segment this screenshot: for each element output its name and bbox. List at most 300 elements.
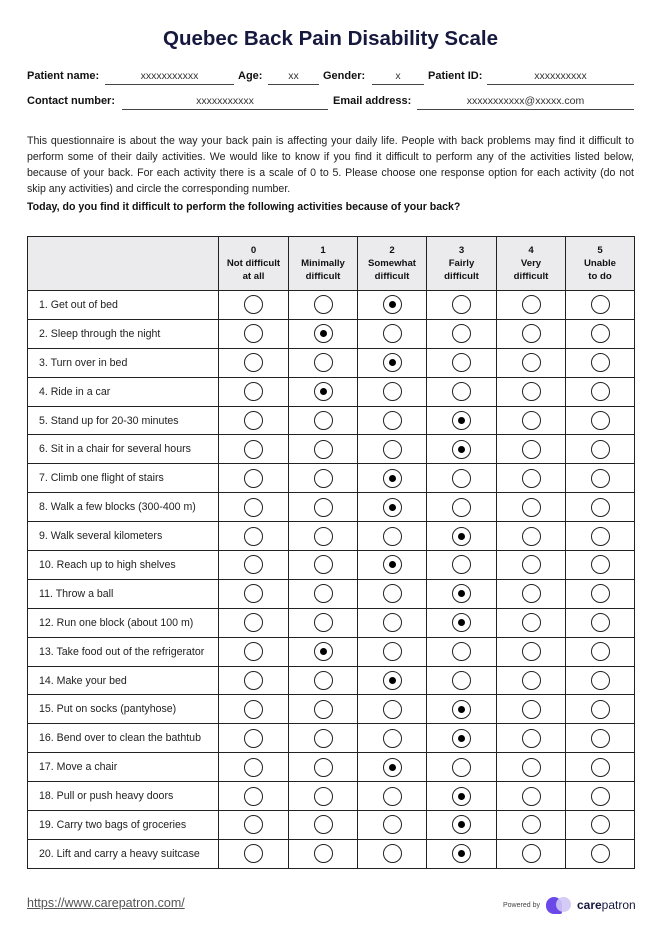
disability-scale-table	[27, 236, 635, 869]
score-radio-4[interactable]	[522, 700, 541, 719]
option-cell-0	[219, 782, 289, 811]
option-cell-3	[427, 464, 497, 493]
table-row	[28, 406, 635, 435]
patient-name-field[interactable]: xxxxxxxxxxx	[105, 70, 234, 85]
option-cell-0	[219, 319, 289, 348]
option-cell-4	[497, 464, 566, 493]
score-radio-2[interactable]	[383, 729, 402, 748]
score-radio-2[interactable]	[383, 642, 402, 661]
score-radio-2[interactable]	[383, 815, 402, 834]
score-radio-4[interactable]	[522, 324, 541, 343]
option-cell-5	[566, 406, 635, 435]
activity-label: 10. Reach up to high shelves	[28, 551, 219, 580]
option-cell-4	[497, 666, 566, 695]
score-radio-5[interactable]	[591, 382, 610, 401]
score-radio-3[interactable]	[452, 642, 471, 661]
score-radio-4[interactable]	[522, 295, 541, 314]
table-row	[28, 319, 635, 348]
activity-label: 4. Ride in a car	[28, 377, 219, 406]
score-radio-5[interactable]	[591, 411, 610, 430]
activity-label: 18. Pull or push heavy doors	[28, 782, 219, 811]
option-cell-2	[358, 637, 427, 666]
option-cell-2	[358, 839, 427, 868]
score-radio-3[interactable]	[452, 613, 471, 632]
score-radio-5[interactable]	[591, 758, 610, 777]
score-radio-1[interactable]	[314, 758, 333, 777]
option-cell-1	[289, 753, 358, 782]
powered-by-label: Powered by	[503, 901, 540, 909]
score-radio-3[interactable]	[452, 844, 471, 863]
option-cell-3	[427, 579, 497, 608]
score-radio-4[interactable]	[522, 353, 541, 372]
option-cell-2	[358, 695, 427, 724]
option-cell-2	[358, 435, 427, 464]
option-cell-5	[566, 493, 635, 522]
option-cell-3	[427, 377, 497, 406]
score-radio-0[interactable]	[244, 729, 263, 748]
option-cell-0	[219, 348, 289, 377]
option-cell-1	[289, 319, 358, 348]
score-radio-3[interactable]	[452, 787, 471, 806]
option-cell-2	[358, 579, 427, 608]
activity-label: 13. Take food out of the refrigerator	[28, 637, 219, 666]
option-cell-3	[427, 724, 497, 753]
option-cell-2	[358, 551, 427, 580]
option-cell-1	[289, 637, 358, 666]
score-radio-3[interactable]	[452, 555, 471, 574]
option-cell-0	[219, 695, 289, 724]
table-row	[28, 551, 635, 580]
activity-label: 16. Bend over to clean the bathtub	[28, 724, 219, 753]
option-cell-2	[358, 522, 427, 551]
score-radio-2[interactable]	[383, 555, 402, 574]
option-cell-1	[289, 377, 358, 406]
score-radio-0[interactable]	[244, 440, 263, 459]
option-cell-1	[289, 551, 358, 580]
score-radio-5[interactable]	[591, 440, 610, 459]
score-radio-1[interactable]	[314, 498, 333, 517]
option-cell-1	[289, 522, 358, 551]
score-radio-3[interactable]	[452, 382, 471, 401]
score-radio-3[interactable]	[452, 584, 471, 603]
activity-label: 12. Run one block (about 100 m)	[28, 608, 219, 637]
score-radio-1[interactable]	[314, 642, 333, 661]
score-radio-1[interactable]	[314, 844, 333, 863]
activity-label: 11. Throw a ball	[28, 579, 219, 608]
option-cell-3	[427, 348, 497, 377]
score-radio-5[interactable]	[591, 729, 610, 748]
carepatron-logo-icon	[546, 896, 572, 914]
activity-label: 19. Carry two bags of groceries	[28, 811, 219, 840]
option-cell-4	[497, 522, 566, 551]
score-radio-4[interactable]	[522, 787, 541, 806]
score-radio-2[interactable]	[383, 613, 402, 632]
table-row	[28, 608, 635, 637]
option-cell-5	[566, 811, 635, 840]
option-cell-5	[566, 435, 635, 464]
score-radio-1[interactable]	[314, 584, 333, 603]
score-radio-2[interactable]	[383, 440, 402, 459]
carepatron-website-link[interactable]: https://www.carepatron.com/	[27, 896, 185, 910]
score-radio-4[interactable]	[522, 642, 541, 661]
gender-label: Gender:	[323, 70, 366, 82]
score-radio-0[interactable]	[244, 382, 263, 401]
option-cell-3	[427, 782, 497, 811]
table-row	[28, 522, 635, 551]
option-cell-1	[289, 406, 358, 435]
score-radio-2[interactable]	[383, 353, 402, 372]
option-cell-2	[358, 464, 427, 493]
score-radio-2[interactable]	[383, 671, 402, 690]
option-cell-4	[497, 695, 566, 724]
score-radio-0[interactable]	[244, 844, 263, 863]
score-radio-3[interactable]	[452, 353, 471, 372]
contact-number-label: Contact number:	[27, 95, 115, 107]
score-radio-2[interactable]	[383, 382, 402, 401]
option-cell-5	[566, 839, 635, 868]
email-address-field[interactable]: xxxxxxxxxxx@xxxxx.com	[417, 95, 634, 110]
activity-label: 8. Walk a few blocks (300-400 m)	[28, 493, 219, 522]
score-radio-0[interactable]	[244, 498, 263, 517]
option-cell-5	[566, 377, 635, 406]
activity-label: 1. Get out of bed	[28, 291, 219, 320]
email-address-label: Email address:	[333, 95, 412, 107]
option-cell-2	[358, 406, 427, 435]
option-cell-4	[497, 319, 566, 348]
score-radio-4[interactable]	[522, 527, 541, 546]
table-row	[28, 666, 635, 695]
activity-label: 6. Sit in a chair for several hours	[28, 435, 219, 464]
option-cell-2	[358, 811, 427, 840]
score-radio-1[interactable]	[314, 815, 333, 834]
option-cell-5	[566, 753, 635, 782]
option-cell-3	[427, 291, 497, 320]
option-cell-3	[427, 839, 497, 868]
score-radio-5[interactable]	[591, 815, 610, 834]
table-header-row	[28, 237, 635, 291]
scale-header-2: 2 Somewhat difficult	[358, 237, 427, 291]
score-radio-5[interactable]	[591, 555, 610, 574]
score-radio-3[interactable]	[452, 729, 471, 748]
option-cell-2	[358, 493, 427, 522]
option-cell-0	[219, 377, 289, 406]
option-cell-1	[289, 608, 358, 637]
option-cell-1	[289, 435, 358, 464]
option-cell-2	[358, 666, 427, 695]
score-radio-0[interactable]	[244, 353, 263, 372]
option-cell-4	[497, 637, 566, 666]
option-cell-5	[566, 348, 635, 377]
option-cell-3	[427, 551, 497, 580]
score-radio-3[interactable]	[452, 324, 471, 343]
score-radio-2[interactable]	[383, 411, 402, 430]
score-radio-0[interactable]	[244, 527, 263, 546]
activity-label: 14. Make your bed	[28, 666, 219, 695]
score-radio-5[interactable]	[591, 642, 610, 661]
score-radio-0[interactable]	[244, 758, 263, 777]
option-cell-1	[289, 695, 358, 724]
option-cell-4	[497, 406, 566, 435]
score-radio-5[interactable]	[591, 584, 610, 603]
option-cell-4	[497, 291, 566, 320]
activity-label: 3. Turn over in bed	[28, 348, 219, 377]
option-cell-4	[497, 782, 566, 811]
option-cell-0	[219, 493, 289, 522]
score-radio-4[interactable]	[522, 758, 541, 777]
patient-info-row-2	[27, 95, 634, 111]
option-cell-4	[497, 377, 566, 406]
score-radio-1[interactable]	[314, 613, 333, 632]
age-label: Age:	[238, 70, 263, 82]
activity-label: 2. Sleep through the night	[28, 319, 219, 348]
score-radio-1[interactable]	[314, 353, 333, 372]
option-cell-2	[358, 348, 427, 377]
option-cell-4	[497, 811, 566, 840]
score-radio-2[interactable]	[383, 844, 402, 863]
table-row	[28, 839, 635, 868]
score-radio-2[interactable]	[383, 787, 402, 806]
score-radio-4[interactable]	[522, 671, 541, 690]
activity-label: 9. Walk several kilometers	[28, 522, 219, 551]
score-radio-0[interactable]	[244, 671, 263, 690]
score-radio-5[interactable]	[591, 671, 610, 690]
intro-paragraph: This questionnaire is about the way your back pain is affecting your daily life. People with back problems may find it difficult to perform some of their daily activities. We would like to know if you find it difficult to perform any of the activities listed below, because of your back. For each activity there is a scale of 0 to 5. Please choose one response option for each activity (do not skip any activities) and circle the corresponding number.	[27, 135, 634, 195]
option-cell-0	[219, 522, 289, 551]
option-cell-0	[219, 753, 289, 782]
option-cell-0	[219, 666, 289, 695]
score-radio-3[interactable]	[452, 469, 471, 488]
option-cell-4	[497, 435, 566, 464]
table-row	[28, 724, 635, 753]
option-cell-1	[289, 464, 358, 493]
score-radio-5[interactable]	[591, 353, 610, 372]
option-cell-1	[289, 839, 358, 868]
score-radio-2[interactable]	[383, 469, 402, 488]
option-cell-1	[289, 811, 358, 840]
score-radio-1[interactable]	[314, 324, 333, 343]
score-radio-3[interactable]	[452, 498, 471, 517]
score-radio-4[interactable]	[522, 815, 541, 834]
option-cell-3	[427, 608, 497, 637]
option-cell-3	[427, 406, 497, 435]
activity-label: 7. Climb one flight of stairs	[28, 464, 219, 493]
table-row	[28, 637, 635, 666]
option-cell-3	[427, 493, 497, 522]
question-prompt: Today, do you find it difficult to perform the following activities because of your back?	[27, 201, 461, 213]
score-radio-3[interactable]	[452, 527, 471, 546]
score-radio-5[interactable]	[591, 295, 610, 314]
option-cell-3	[427, 695, 497, 724]
option-cell-5	[566, 579, 635, 608]
score-radio-5[interactable]	[591, 498, 610, 517]
table-row	[28, 493, 635, 522]
option-cell-2	[358, 377, 427, 406]
score-radio-1[interactable]	[314, 469, 333, 488]
score-radio-4[interactable]	[522, 469, 541, 488]
option-cell-4	[497, 724, 566, 753]
score-radio-5[interactable]	[591, 844, 610, 863]
score-radio-3[interactable]	[452, 671, 471, 690]
option-cell-3	[427, 666, 497, 695]
score-radio-3[interactable]	[452, 700, 471, 719]
age-field[interactable]: xx	[268, 70, 319, 85]
score-radio-4[interactable]	[522, 613, 541, 632]
score-radio-2[interactable]	[383, 498, 402, 517]
score-radio-0[interactable]	[244, 613, 263, 632]
activity-column-header	[28, 237, 219, 291]
option-cell-5	[566, 608, 635, 637]
score-radio-4[interactable]	[522, 584, 541, 603]
score-radio-1[interactable]	[314, 295, 333, 314]
score-radio-0[interactable]	[244, 815, 263, 834]
option-cell-0	[219, 579, 289, 608]
patient-name-label: Patient name:	[27, 70, 100, 82]
activity-rows	[28, 291, 635, 869]
score-radio-4[interactable]	[522, 729, 541, 748]
option-cell-3	[427, 319, 497, 348]
option-cell-2	[358, 291, 427, 320]
score-radio-5[interactable]	[591, 613, 610, 632]
option-cell-4	[497, 608, 566, 637]
option-cell-2	[358, 724, 427, 753]
option-cell-5	[566, 724, 635, 753]
scale-header-4: 4 Very difficult	[497, 237, 566, 291]
scale-header-1: 1 Minimally difficult	[289, 237, 358, 291]
option-cell-0	[219, 406, 289, 435]
score-radio-2[interactable]	[383, 527, 402, 546]
table-row	[28, 348, 635, 377]
option-cell-4	[497, 839, 566, 868]
option-cell-1	[289, 348, 358, 377]
score-radio-1[interactable]	[314, 382, 333, 401]
score-radio-0[interactable]	[244, 324, 263, 343]
gender-field[interactable]: x	[372, 70, 424, 85]
score-radio-4[interactable]	[522, 411, 541, 430]
score-radio-3[interactable]	[452, 440, 471, 459]
option-cell-5	[566, 551, 635, 580]
score-radio-1[interactable]	[314, 440, 333, 459]
option-cell-0	[219, 464, 289, 493]
option-cell-3	[427, 522, 497, 551]
score-radio-4[interactable]	[522, 382, 541, 401]
table-row	[28, 291, 635, 320]
scale-header-3: 3 Fairly difficult	[427, 237, 497, 291]
option-cell-0	[219, 435, 289, 464]
score-radio-1[interactable]	[314, 527, 333, 546]
option-cell-2	[358, 753, 427, 782]
activity-label: 15. Put on socks (pantyhose)	[28, 695, 219, 724]
option-cell-4	[497, 551, 566, 580]
score-radio-0[interactable]	[244, 642, 263, 661]
table-row	[28, 464, 635, 493]
option-cell-4	[497, 753, 566, 782]
score-radio-5[interactable]	[591, 527, 610, 546]
option-cell-5	[566, 291, 635, 320]
score-radio-1[interactable]	[314, 729, 333, 748]
option-cell-0	[219, 811, 289, 840]
score-radio-3[interactable]	[452, 758, 471, 777]
activity-label: 5. Stand up for 20-30 minutes	[28, 406, 219, 435]
patient-id-label: Patient ID:	[428, 70, 483, 82]
score-radio-1[interactable]	[314, 671, 333, 690]
option-cell-1	[289, 291, 358, 320]
score-radio-5[interactable]	[591, 324, 610, 343]
scale-header-5: 5 Unable to do	[566, 237, 635, 291]
option-cell-5	[566, 695, 635, 724]
score-radio-4[interactable]	[522, 440, 541, 459]
option-cell-5	[566, 522, 635, 551]
activity-label: 20. Lift and carry a heavy suitcase	[28, 839, 219, 868]
table-row	[28, 579, 635, 608]
scale-header-0: 0 Not difficult at all	[219, 237, 289, 291]
option-cell-2	[358, 782, 427, 811]
option-cell-5	[566, 782, 635, 811]
score-radio-1[interactable]	[314, 555, 333, 574]
score-radio-0[interactable]	[244, 411, 263, 430]
score-radio-2[interactable]	[383, 700, 402, 719]
score-radio-4[interactable]	[522, 498, 541, 517]
score-radio-5[interactable]	[591, 469, 610, 488]
score-radio-1[interactable]	[314, 700, 333, 719]
option-cell-1	[289, 724, 358, 753]
patient-id-field[interactable]: xxxxxxxxxx	[487, 70, 634, 85]
score-radio-2[interactable]	[383, 295, 402, 314]
option-cell-0	[219, 551, 289, 580]
score-radio-1[interactable]	[314, 787, 333, 806]
option-cell-0	[219, 637, 289, 666]
patient-info-row-1	[27, 70, 634, 86]
option-cell-1	[289, 782, 358, 811]
page-title: Quebec Back Pain Disability Scale	[163, 27, 498, 50]
score-radio-0[interactable]	[244, 700, 263, 719]
score-radio-0[interactable]	[244, 584, 263, 603]
score-radio-0[interactable]	[244, 295, 263, 314]
score-radio-4[interactable]	[522, 844, 541, 863]
score-radio-3[interactable]	[452, 815, 471, 834]
score-radio-3[interactable]	[452, 411, 471, 430]
table-row	[28, 435, 635, 464]
option-cell-3	[427, 753, 497, 782]
carepatron-brand-name: carepatron	[576, 898, 636, 912]
option-cell-1	[289, 493, 358, 522]
score-radio-0[interactable]	[244, 555, 263, 574]
option-cell-4	[497, 348, 566, 377]
score-radio-4[interactable]	[522, 555, 541, 574]
score-radio-2[interactable]	[383, 758, 402, 777]
score-radio-3[interactable]	[452, 295, 471, 314]
table-row	[28, 695, 635, 724]
option-cell-1	[289, 579, 358, 608]
option-cell-0	[219, 839, 289, 868]
option-cell-4	[497, 493, 566, 522]
score-radio-0[interactable]	[244, 787, 263, 806]
score-radio-1[interactable]	[314, 411, 333, 430]
option-cell-3	[427, 435, 497, 464]
option-cell-5	[566, 464, 635, 493]
score-radio-5[interactable]	[591, 700, 610, 719]
option-cell-2	[358, 608, 427, 637]
contact-number-field[interactable]: xxxxxxxxxxx	[122, 95, 328, 110]
score-radio-2[interactable]	[383, 324, 402, 343]
score-radio-0[interactable]	[244, 469, 263, 488]
score-radio-5[interactable]	[591, 787, 610, 806]
option-cell-0	[219, 608, 289, 637]
option-cell-0	[219, 291, 289, 320]
table-row	[28, 753, 635, 782]
table-row	[28, 377, 635, 406]
option-cell-0	[219, 724, 289, 753]
score-radio-2[interactable]	[383, 584, 402, 603]
